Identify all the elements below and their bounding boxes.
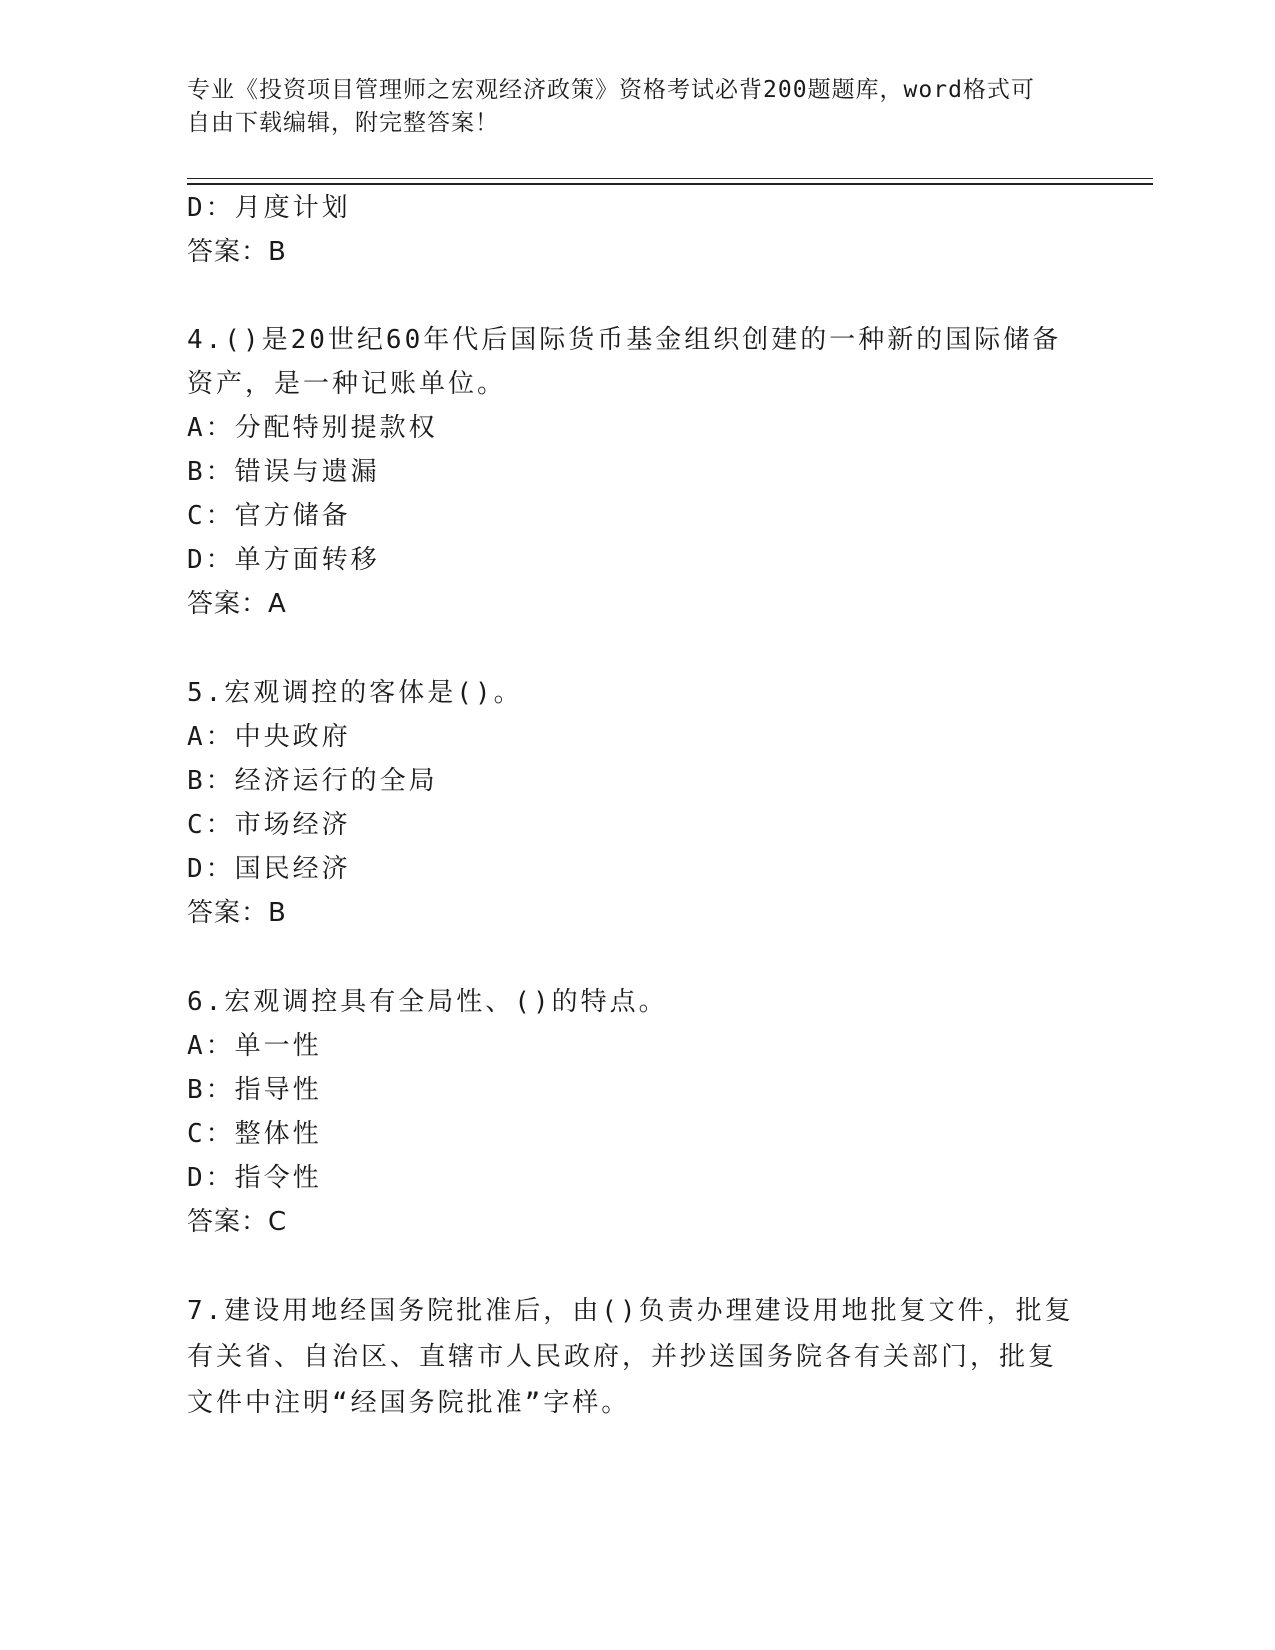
header-line-2: 自由下载编辑，附完整答案！: [187, 110, 499, 136]
q5-option-b: B：经济运行的全局: [187, 766, 438, 796]
q6-option-c: C：整体性: [187, 1119, 322, 1149]
q6-option-a: A：单一性: [187, 1031, 322, 1061]
document-header: [187, 74, 1067, 140]
header-rule-thick: [187, 183, 1153, 185]
q4-option-b: B：错误与遗漏: [187, 457, 380, 487]
q4-option-d: D：单方面转移: [187, 545, 380, 575]
q7-stem-line-3: 文件中注明“经国务院批准”字样。: [187, 1388, 631, 1418]
q6-option-d: D：指令性: [187, 1163, 322, 1193]
q7-stem-line-2: 有关省、自治区、直辖市人民政府，并抄送国务院各有关部门，批复: [187, 1342, 1058, 1372]
q4-stem-line-1: 4.()是20世纪60年代后国际货币基金组织创建的一种新的国际储备: [187, 325, 1062, 355]
q5-stem-line-1: 5.宏观调控的客体是()。: [187, 678, 523, 708]
header-line-1: 专业《投资项目管理师之宏观经济政策》资格考试必背200题题库，word格式可: [187, 77, 1035, 103]
q4-answer: 答案：A: [187, 589, 287, 619]
q5-option-d: D：国民经济: [187, 854, 351, 884]
q6-answer: 答案：C: [187, 1207, 288, 1237]
prev-answer: 答案：B: [187, 237, 287, 267]
q4-option-a: A：分配特别提款权: [187, 413, 438, 443]
q7-stem-line-1: 7.建设用地经国务院批准后，由()负责办理建设用地批复文件，批复: [187, 1296, 1074, 1326]
q4-option-c: C：官方储备: [187, 501, 351, 531]
q6-option-b: B：指导性: [187, 1075, 322, 1105]
q6-stem-line-1: 6.宏观调控具有全局性、()的特点。: [187, 987, 668, 1017]
prev-option-d: D：月度计划: [187, 193, 351, 223]
q5-answer: 答案：B: [187, 898, 287, 928]
q5-option-a: A：中央政府: [187, 722, 351, 752]
header-rule-thin: [187, 178, 1153, 179]
q5-option-c: C：市场经济: [187, 810, 351, 840]
q4-stem-line-2: 资产，是一种记账单位。: [187, 369, 507, 399]
